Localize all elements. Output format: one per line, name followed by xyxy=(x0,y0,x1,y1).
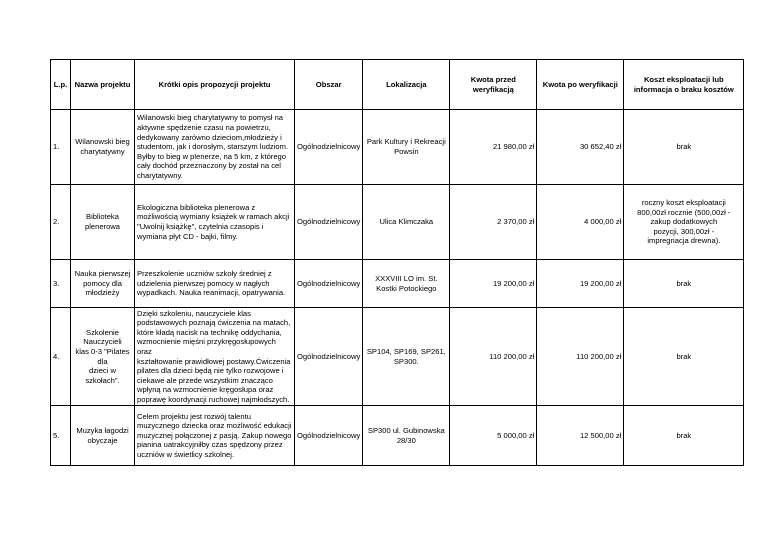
cell-lp: 1. xyxy=(51,110,71,185)
cell-location: SP104, SP169, SP261, SP300. xyxy=(363,308,450,406)
cell-project-name: Szkolenie Nauczycieli klas 0-3 "Pilates dla dzieci w szkołach". xyxy=(71,308,135,406)
cell-location: SP300 ul. Gubinowska 28/30 xyxy=(363,406,450,466)
table-row xyxy=(51,308,744,406)
cell-amount-before: 19 200,00 zł xyxy=(450,260,537,308)
cell-lp: 2. xyxy=(51,185,71,260)
cell-amount-before: 110 200,00 zł xyxy=(450,308,537,406)
cell-lp: 5. xyxy=(51,406,71,466)
header-lp: L.p. xyxy=(51,60,71,110)
cell-description: Celem projektu jest rozwój talentu muzycznego dziecka oraz możliwość edukacji muzycznej połączonej z pasją. Zakup nowego pianina uatrakcyjniłby czas spędzony przez uczniów w świetlicy szkolnej. xyxy=(135,406,295,466)
cell-operating-cost: brak xyxy=(624,110,744,185)
cell-area: Ogólnodzielnicowy xyxy=(295,260,363,308)
cell-location: Ulica Klimczaka xyxy=(363,185,450,260)
cell-description: Ekologiczna biblioteka plenerowa z możliwością wymiany książek w ramach akcji "Uwolnij książkę", czytelnia czasopis i wymiana płyt CD - bajki, filmy. xyxy=(135,185,295,260)
cell-amount-after: 12 500,00 zł xyxy=(537,406,624,466)
cell-amount-after: 4 000,00 zł xyxy=(537,185,624,260)
cell-area: Ogólnodzielnicowy xyxy=(295,406,363,466)
cell-location: XXXVIII LO im. St. Kostki Potockiego xyxy=(363,260,450,308)
cell-operating-cost: brak xyxy=(624,260,744,308)
cell-amount-before: 21 980,00 zł xyxy=(450,110,537,185)
cell-project-name: Biblioteka plenerowa xyxy=(71,185,135,260)
cell-lp: 4. xyxy=(51,308,71,406)
cell-area: Ogólnodzielnicowy xyxy=(295,185,363,260)
cell-project-name: Nauka pierwszej pomocy dla młodzieży xyxy=(71,260,135,308)
table-row xyxy=(51,406,744,466)
header-amount-after: Kwota po weryfikacji xyxy=(537,60,624,110)
header-location: Lokalizacja xyxy=(363,60,450,110)
cell-amount-after: 19 200,00 zł xyxy=(537,260,624,308)
table-header-row xyxy=(51,60,744,110)
cell-project-name: Wilanowski bieg charytatywny xyxy=(71,110,135,185)
header-project-name: Nazwa projektu xyxy=(71,60,135,110)
header-area: Obszar xyxy=(295,60,363,110)
table-row xyxy=(51,260,744,308)
cell-operating-cost: brak xyxy=(624,308,744,406)
cell-amount-before: 5 000,00 zł xyxy=(450,406,537,466)
cell-amount-after: 110 200,00 zł xyxy=(537,308,624,406)
cell-lp: 3. xyxy=(51,260,71,308)
cell-description: Wilanowski bieg charytatywny to pomysł na aktywne spędzenie czasu na powietrzu, dedykowany zarówno dzieciom,młodzieży i studentom, jak i dorosłym, starszym ludziom. Byłby to bieg w plenerze, na 5 km, z którego cały dochód przeznaczony by został na cel charytatywny. xyxy=(135,110,295,185)
cell-area: Ogólnodzielnicowy xyxy=(295,308,363,406)
cell-operating-cost: brak xyxy=(624,406,744,466)
header-description: Krótki opis propozycji projektu xyxy=(135,60,295,110)
cell-project-name: Muzyka łagodzi obyczaje xyxy=(71,406,135,466)
cell-amount-after: 30 652,40 zł xyxy=(537,110,624,185)
cell-description: Przeszkolenie uczniów szkoły średniej z udzielenia pierwszej pomocy w nagłych wypadkach. Nauka reanimacji, opatrywania. xyxy=(135,260,295,308)
cell-amount-before: 2 370,00 zł xyxy=(450,185,537,260)
table-row xyxy=(51,110,744,185)
cell-area: Ogólnodzielnicowy xyxy=(295,110,363,185)
cell-operating-cost: roczny koszt eksploatacji 800,00zł rocznie (500,00zł - zakup dodatkowych pozycji, 300,00zł - impregnacja drewna). xyxy=(624,185,744,260)
projects-table xyxy=(50,59,744,466)
header-operating-cost: Koszt eksploatacji lub informacja o braku kosztów xyxy=(624,60,744,110)
header-amount-before: Kwota przed weryfikacją xyxy=(450,60,537,110)
table-row xyxy=(51,185,744,260)
cell-description: Dzięki szkoleniu, nauczyciele klas podstawowych poznają ćwiczenia na matach, które kładą nacisk na technikę oddychania, wzmocnienie mięśni przykręgosłupowych oraz kształtowanie prawidłowej postawy.Ćwiczenia pilates dla dzieci będą nie tylko rozwojowe i ciekawe ale przede wszystkim znacząco wpłyną na wzmocnienie kręgosłupa oraz poprawę koordynacji ruchowej najmłodszych. xyxy=(135,308,295,406)
cell-location: Park Kultury i Rekreacji Powsin xyxy=(363,110,450,185)
